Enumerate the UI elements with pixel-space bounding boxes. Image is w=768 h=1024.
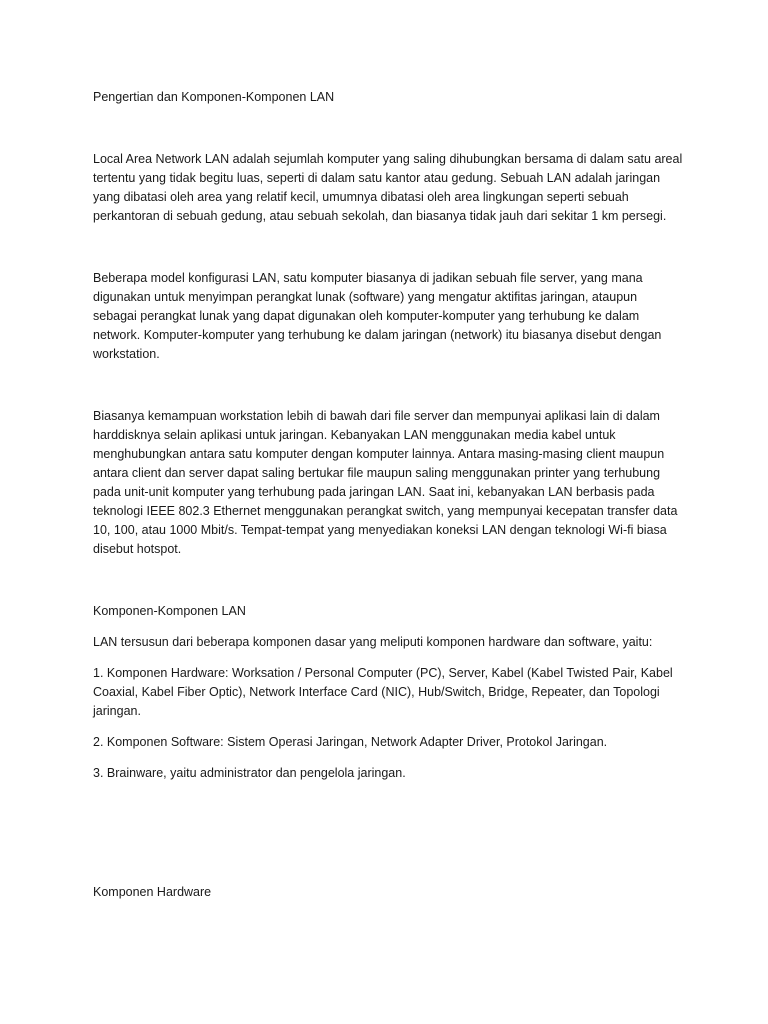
spacer	[93, 783, 683, 883]
spacer	[93, 364, 683, 407]
spacer	[93, 226, 683, 269]
section-intro: LAN tersusun dari beberapa komponen dasar yang meliputi komponen hardware dan software, yaitu:	[93, 635, 653, 649]
paragraph-lan-definition: Local Area Network LAN adalah sejumlah komputer yang saling dihubungkan bersama di dalam satu areal tertentu yang tidak begitu luas, seperti di dalam satu kantor atau gedung. Sebuah LAN adalah jaringan yang dibatasi oleh area yang relatif kecil, umumnya dibatasi oleh area lingkungan seperti sebuah perkantoran di sebuah gedung, atau sebuah sekolah, dan biasanya tidak jauh dari sekitar 1 km persegi.	[93, 152, 683, 223]
spacer	[93, 652, 683, 664]
paragraph-workstation: Biasanya kemampuan workstation lebih di bawah dari file server dan mempunyai aplikasi lain di dalam harddisknya selain aplikasi untuk jaringan. Kebanyakan LAN menggunakan media kabel untuk menghubungkan antara satu komputer dengan komputer lainnya. Antara masing-masing client maupun antara client dan server dapat saling bertukar file maupun saling menggunakan printer yang terhubung pada unit-unit komputer yang terhubung pada jaringan LAN. Saat ini, kebanyakan LAN berbasis pada teknologi IEEE 802.3 Ethernet menggunakan perangkat switch, yang mempunyai kecepatan transfer data 10, 100, atau 1000 Mbit/s. Tempat-tempat yang menyediakan koneksi LAN dengan teknologi Wi-fi biasa disebut hotspot.	[93, 409, 678, 556]
spacer	[93, 752, 683, 764]
section-heading: Komponen-Komponen LAN	[93, 604, 246, 618]
paragraph-lan-configuration: Beberapa model konfigurasi LAN, satu komputer biasanya di jadikan sebuah file server, yang mana digunakan untuk menyimpan perangkat lunak (software) yang mengatur aktifitas jaringan, ataupun sebagai perangkat lunak yang dapat digunakan oleh komputer-komputer yang terhubung ke dalam network. Komputer-komputer yang terhubung ke dalam jaringan (network) itu biasanya disebut dengan workstation.	[93, 271, 662, 361]
subheading-hardware: Komponen Hardware	[93, 885, 212, 899]
spacer	[93, 721, 683, 733]
list-item-software: 2. Komponen Software: Sistem Operasi Jaringan, Network Adapter Driver, Protokol Jaringan.	[93, 735, 608, 749]
list-item-hardware: 1. Komponen Hardware: Worksation / Personal Computer (PC), Server, Kabel (Kabel Twisted Pair, Kabel Coaxial, Kabel Fiber Optic), Network Interface Card (NIC), Hub/Switch, Bridge, Repeater, dan Topologi jaringan.	[93, 666, 673, 718]
document-title: Pengertian dan Komponen-Komponen LAN	[93, 90, 335, 104]
spacer	[93, 559, 683, 602]
spacer	[93, 621, 683, 633]
spacer	[93, 107, 683, 150]
list-item-brainware: 3. Brainware, yaitu administrator dan pengelola jaringan.	[93, 766, 406, 780]
document-page	[93, 88, 683, 902]
